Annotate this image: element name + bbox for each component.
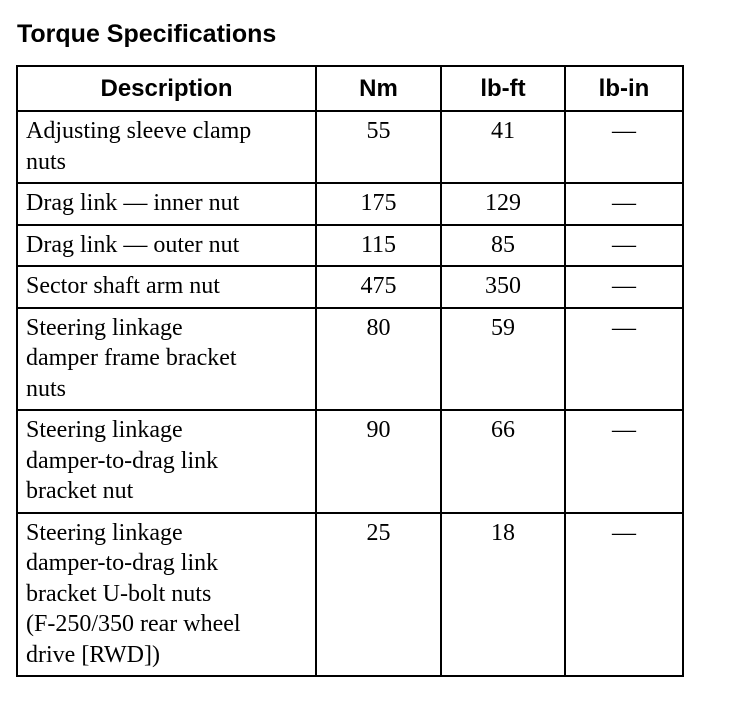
cell-lb-in: —	[565, 513, 683, 677]
cell-lb-ft: 59	[441, 308, 565, 411]
cell-lb-in: —	[565, 410, 683, 513]
cell-lb-in: —	[565, 225, 683, 267]
header-description: Description	[17, 66, 316, 111]
cell-nm: 115	[316, 225, 441, 267]
cell-description: Steering linkage damper-to-drag link bracket nut	[17, 410, 316, 513]
cell-description: Drag link — inner nut	[17, 183, 316, 225]
cell-lb-in: —	[565, 111, 683, 183]
page-title: Torque Specifications	[17, 20, 277, 48]
table-row	[17, 183, 683, 225]
cell-lb-ft: 350	[441, 266, 565, 308]
cell-lb-ft: 66	[441, 410, 565, 513]
cell-nm: 55	[316, 111, 441, 183]
cell-lb-ft: 85	[441, 225, 565, 267]
cell-nm: 475	[316, 266, 441, 308]
cell-lb-ft: 18	[441, 513, 565, 677]
cell-nm: 90	[316, 410, 441, 513]
cell-lb-ft: 41	[441, 111, 565, 183]
cell-nm: 80	[316, 308, 441, 411]
table-row	[17, 111, 683, 183]
table-header-row	[17, 66, 683, 111]
table-row	[17, 513, 683, 677]
table-row	[17, 266, 683, 308]
cell-description: Drag link — outer nut	[17, 225, 316, 267]
table-row	[17, 410, 683, 513]
cell-description: Steering linkage damper frame bracket nuts	[17, 308, 316, 411]
cell-description: Steering linkage damper-to-drag link bracket U-bolt nuts (F-250/350 rear wheel drive [RWD])	[17, 513, 316, 677]
torque-specifications-table	[16, 65, 684, 677]
cell-lb-in: —	[565, 308, 683, 411]
cell-lb-ft: 129	[441, 183, 565, 225]
table-row	[17, 225, 683, 267]
header-lb-in: lb-in	[565, 66, 683, 111]
table-row	[17, 308, 683, 411]
cell-lb-in: —	[565, 266, 683, 308]
header-lb-ft: lb-ft	[441, 66, 565, 111]
cell-nm: 25	[316, 513, 441, 677]
cell-lb-in: —	[565, 183, 683, 225]
cell-description: Adjusting sleeve clamp nuts	[17, 111, 316, 183]
cell-description: Sector shaft arm nut	[17, 266, 316, 308]
cell-nm: 175	[316, 183, 441, 225]
header-nm: Nm	[316, 66, 441, 111]
